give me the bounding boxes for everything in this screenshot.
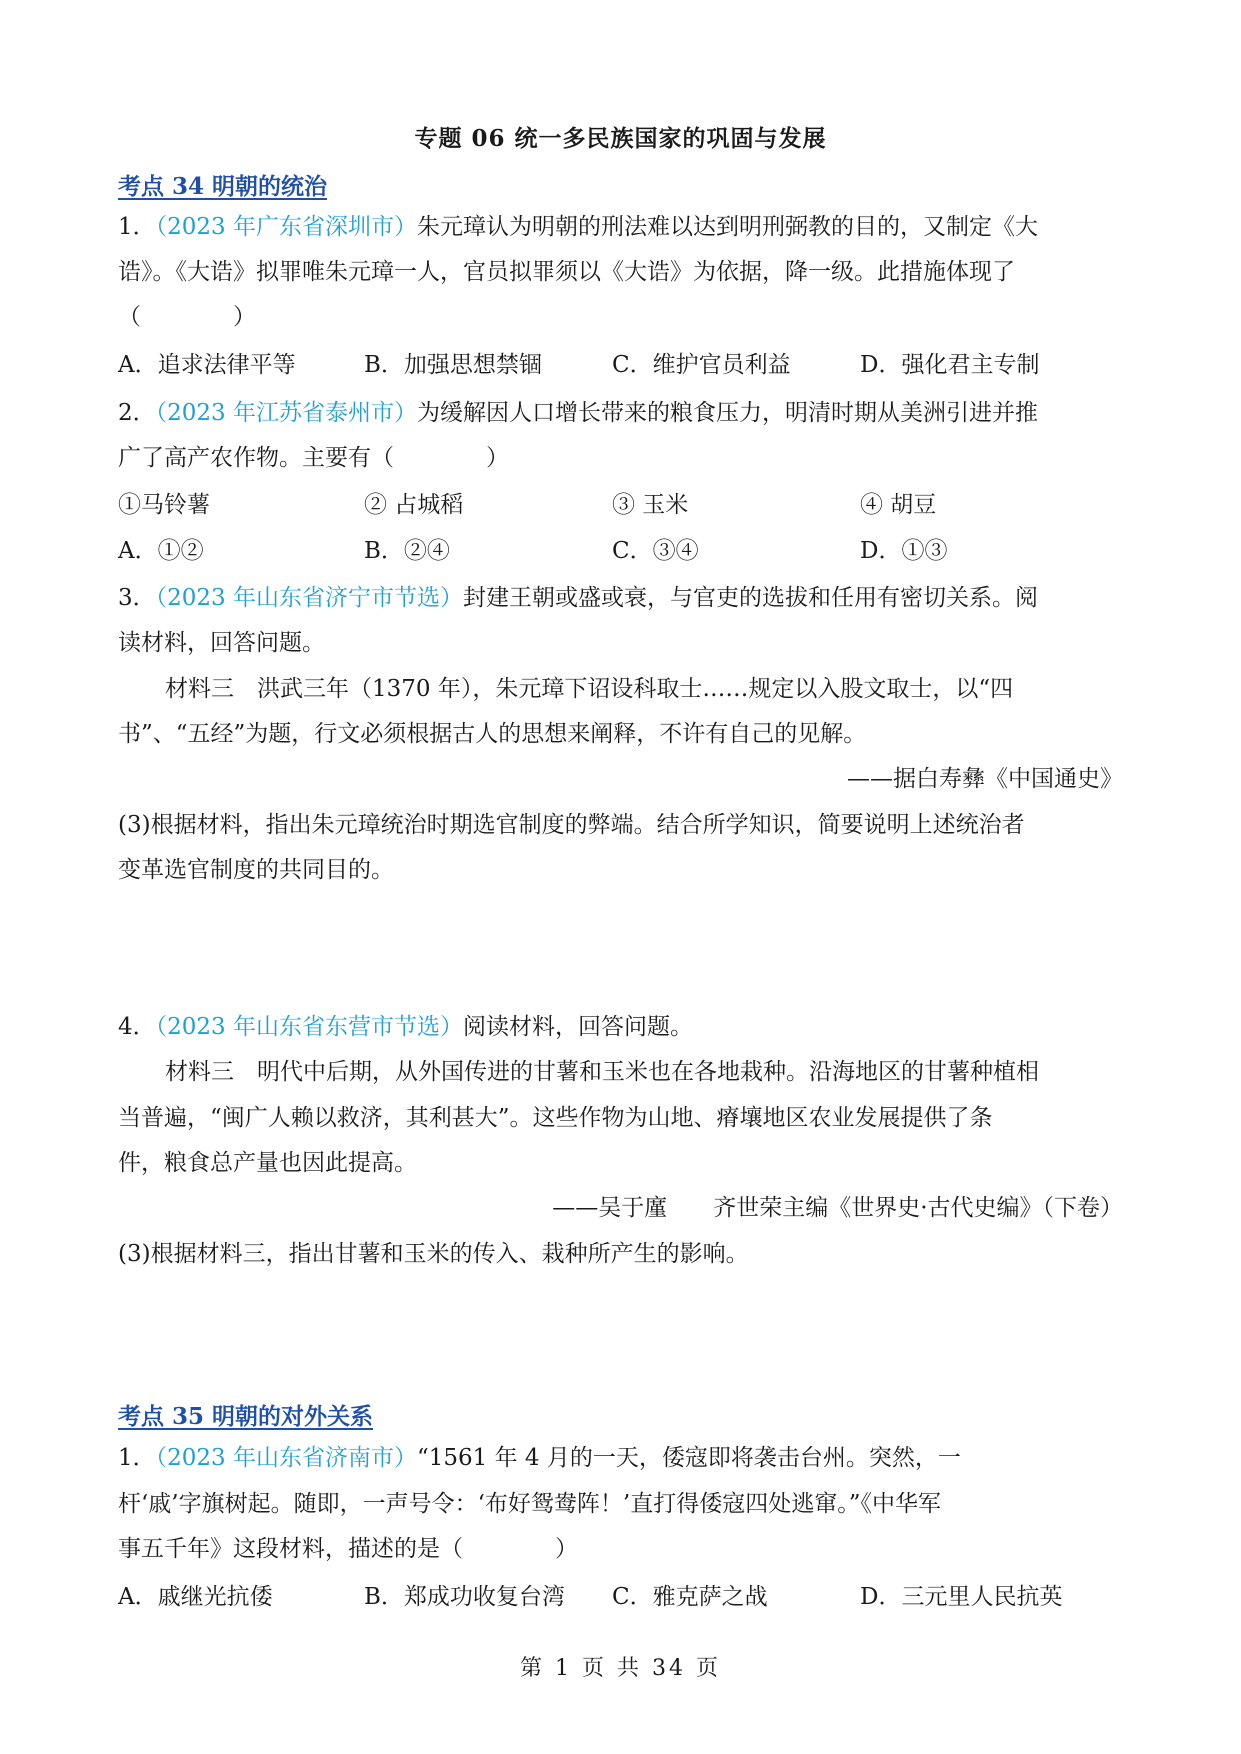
question-4-material-line-1: 材料三 明代中后期，从外国传进的甘薯和玉米也在各地栽种。沿海地区的甘薯种植相 — [165, 1059, 1039, 1085]
question-2-line-2: 广了高产农作物。主要有（ ） — [118, 445, 509, 471]
question-5-line-2: 杆‘戚’字旗树起。随即，一声号令：‘布好鸳鸯阵！’直打得倭寇四处逃窜。”《中华军 — [118, 1491, 942, 1517]
q5-option-b: B．郑成功收复台湾 — [364, 1584, 565, 1610]
question-4-line-1 — [118, 1012, 1123, 1042]
question-3-line-2: 读材料，回答问题。 — [118, 630, 325, 656]
q2-option-d: D．①③ — [860, 538, 948, 564]
q2-item-1: ①马铃薯 — [118, 492, 210, 518]
page-footer: 第 1 页 共 34 页 — [520, 1656, 721, 1681]
question-source: （2023 年山东省东营市节选） — [155, 1014, 463, 1040]
question-number: 2． — [118, 400, 156, 426]
question-3-material-line-2: 书”、“五经”为题，行文必须根据古人的思想来阐释，不许有自己的见解。 — [118, 721, 867, 747]
q2-item-2: ② 占城稻 — [364, 492, 464, 518]
question-5-line-1 — [118, 1443, 1123, 1473]
question-1-line-3: （ ） — [118, 304, 256, 330]
q2-option-a: A．①② — [118, 538, 204, 564]
question-1-line-2: 诰》。《大诰》拟罪唯朱元璋一人，官员拟罪须以《大诰》为依据，降一级。此措施体现了 — [118, 259, 1015, 285]
question-4-material-line-3: 件，粮食总产量也因此提高。 — [118, 1150, 417, 1176]
question-3-answer-line-2: 变革选官制度的共同目的。 — [118, 857, 394, 883]
q5-option-d: D．三元里人民抗英 — [860, 1584, 1063, 1610]
q2-option-c: C．③④ — [612, 538, 699, 564]
q5-option-a: A．戚继光抗倭 — [118, 1584, 273, 1610]
q2-option-b: B．②④ — [364, 538, 450, 564]
q1-option-d: D．强化君主专制 — [860, 352, 1040, 378]
question-3-line-1 — [118, 583, 1123, 613]
question-3-citation: ——据白寿彝《中国通史》 — [847, 766, 1123, 792]
q5-option-c: C．雅克萨之战 — [612, 1584, 768, 1610]
section-heading-34: 考点 34 明朝的统治 — [118, 173, 328, 200]
question-source: （2023 年山东省济宁市节选） — [155, 585, 463, 611]
question-source: （2023 年广东省深圳市） — [155, 214, 417, 240]
q2-item-3: ③ 玉米 — [612, 492, 689, 518]
question-source: （2023 年江苏省泰州市） — [155, 400, 417, 426]
question-1-line-1 — [118, 212, 1123, 242]
q1-option-b: B．加强思想禁锢 — [364, 352, 542, 378]
question-text: 阅读材料，回答问题。 — [463, 1014, 693, 1040]
question-number: 3． — [118, 585, 156, 611]
question-4-citation: ——吴于廑 齐世荣主编《世界史·古代史编》（下卷） — [552, 1195, 1123, 1221]
question-4-answer-line-1: (3)根据材料三，指出甘薯和玉米的传入、栽种所产生的影响。 — [118, 1241, 749, 1267]
question-3-answer-line-1: (3)根据材料，指出朱元璋统治时期选官制度的弊端。结合所学知识，简要说明上述统治者 — [118, 812, 1025, 838]
section-heading-35: 考点 35 明朝的对外关系 — [118, 1403, 374, 1430]
question-number: 1． — [118, 214, 156, 240]
question-3-material-line-1: 材料三 洪武三年（1370 年），朱元璋下诏设科取士……规定以入股文取士，以“四 — [165, 676, 1014, 702]
question-text: 为缓解因人口增长带来的粮食压力，明清时期从美洲引进并推 — [417, 400, 1038, 426]
q1-option-c: C．维护官员利益 — [612, 352, 791, 378]
question-4-material-line-2: 当普遍，“闽广人赖以救济，其利甚大”。这些作物为山地、瘠壤地区农业发展提供了条 — [118, 1105, 993, 1131]
question-number: 4． — [118, 1014, 156, 1040]
question-source: （2023 年山东省济南市） — [155, 1445, 417, 1471]
question-text: 封建王朝或盛或衰，与官吏的选拔和任用有密切关系。阅 — [463, 585, 1038, 611]
question-2-line-1 — [118, 398, 1123, 428]
question-text: 朱元璋认为明朝的刑法难以达到明刑弼教的目的，又制定《大 — [417, 214, 1038, 240]
question-5-line-3: 事五千年》这段材料，描述的是（ ） — [118, 1536, 578, 1562]
q1-option-a: A．追求法律平等 — [118, 352, 296, 378]
page-title: 专题 06 统一多民族国家的巩固与发展 — [414, 125, 827, 152]
question-text: “1561 年 4 月的一天，倭寇即将袭击台州。突然，一 — [417, 1445, 961, 1471]
question-number: 1． — [118, 1445, 156, 1471]
q2-item-4: ④ 胡豆 — [860, 492, 937, 518]
